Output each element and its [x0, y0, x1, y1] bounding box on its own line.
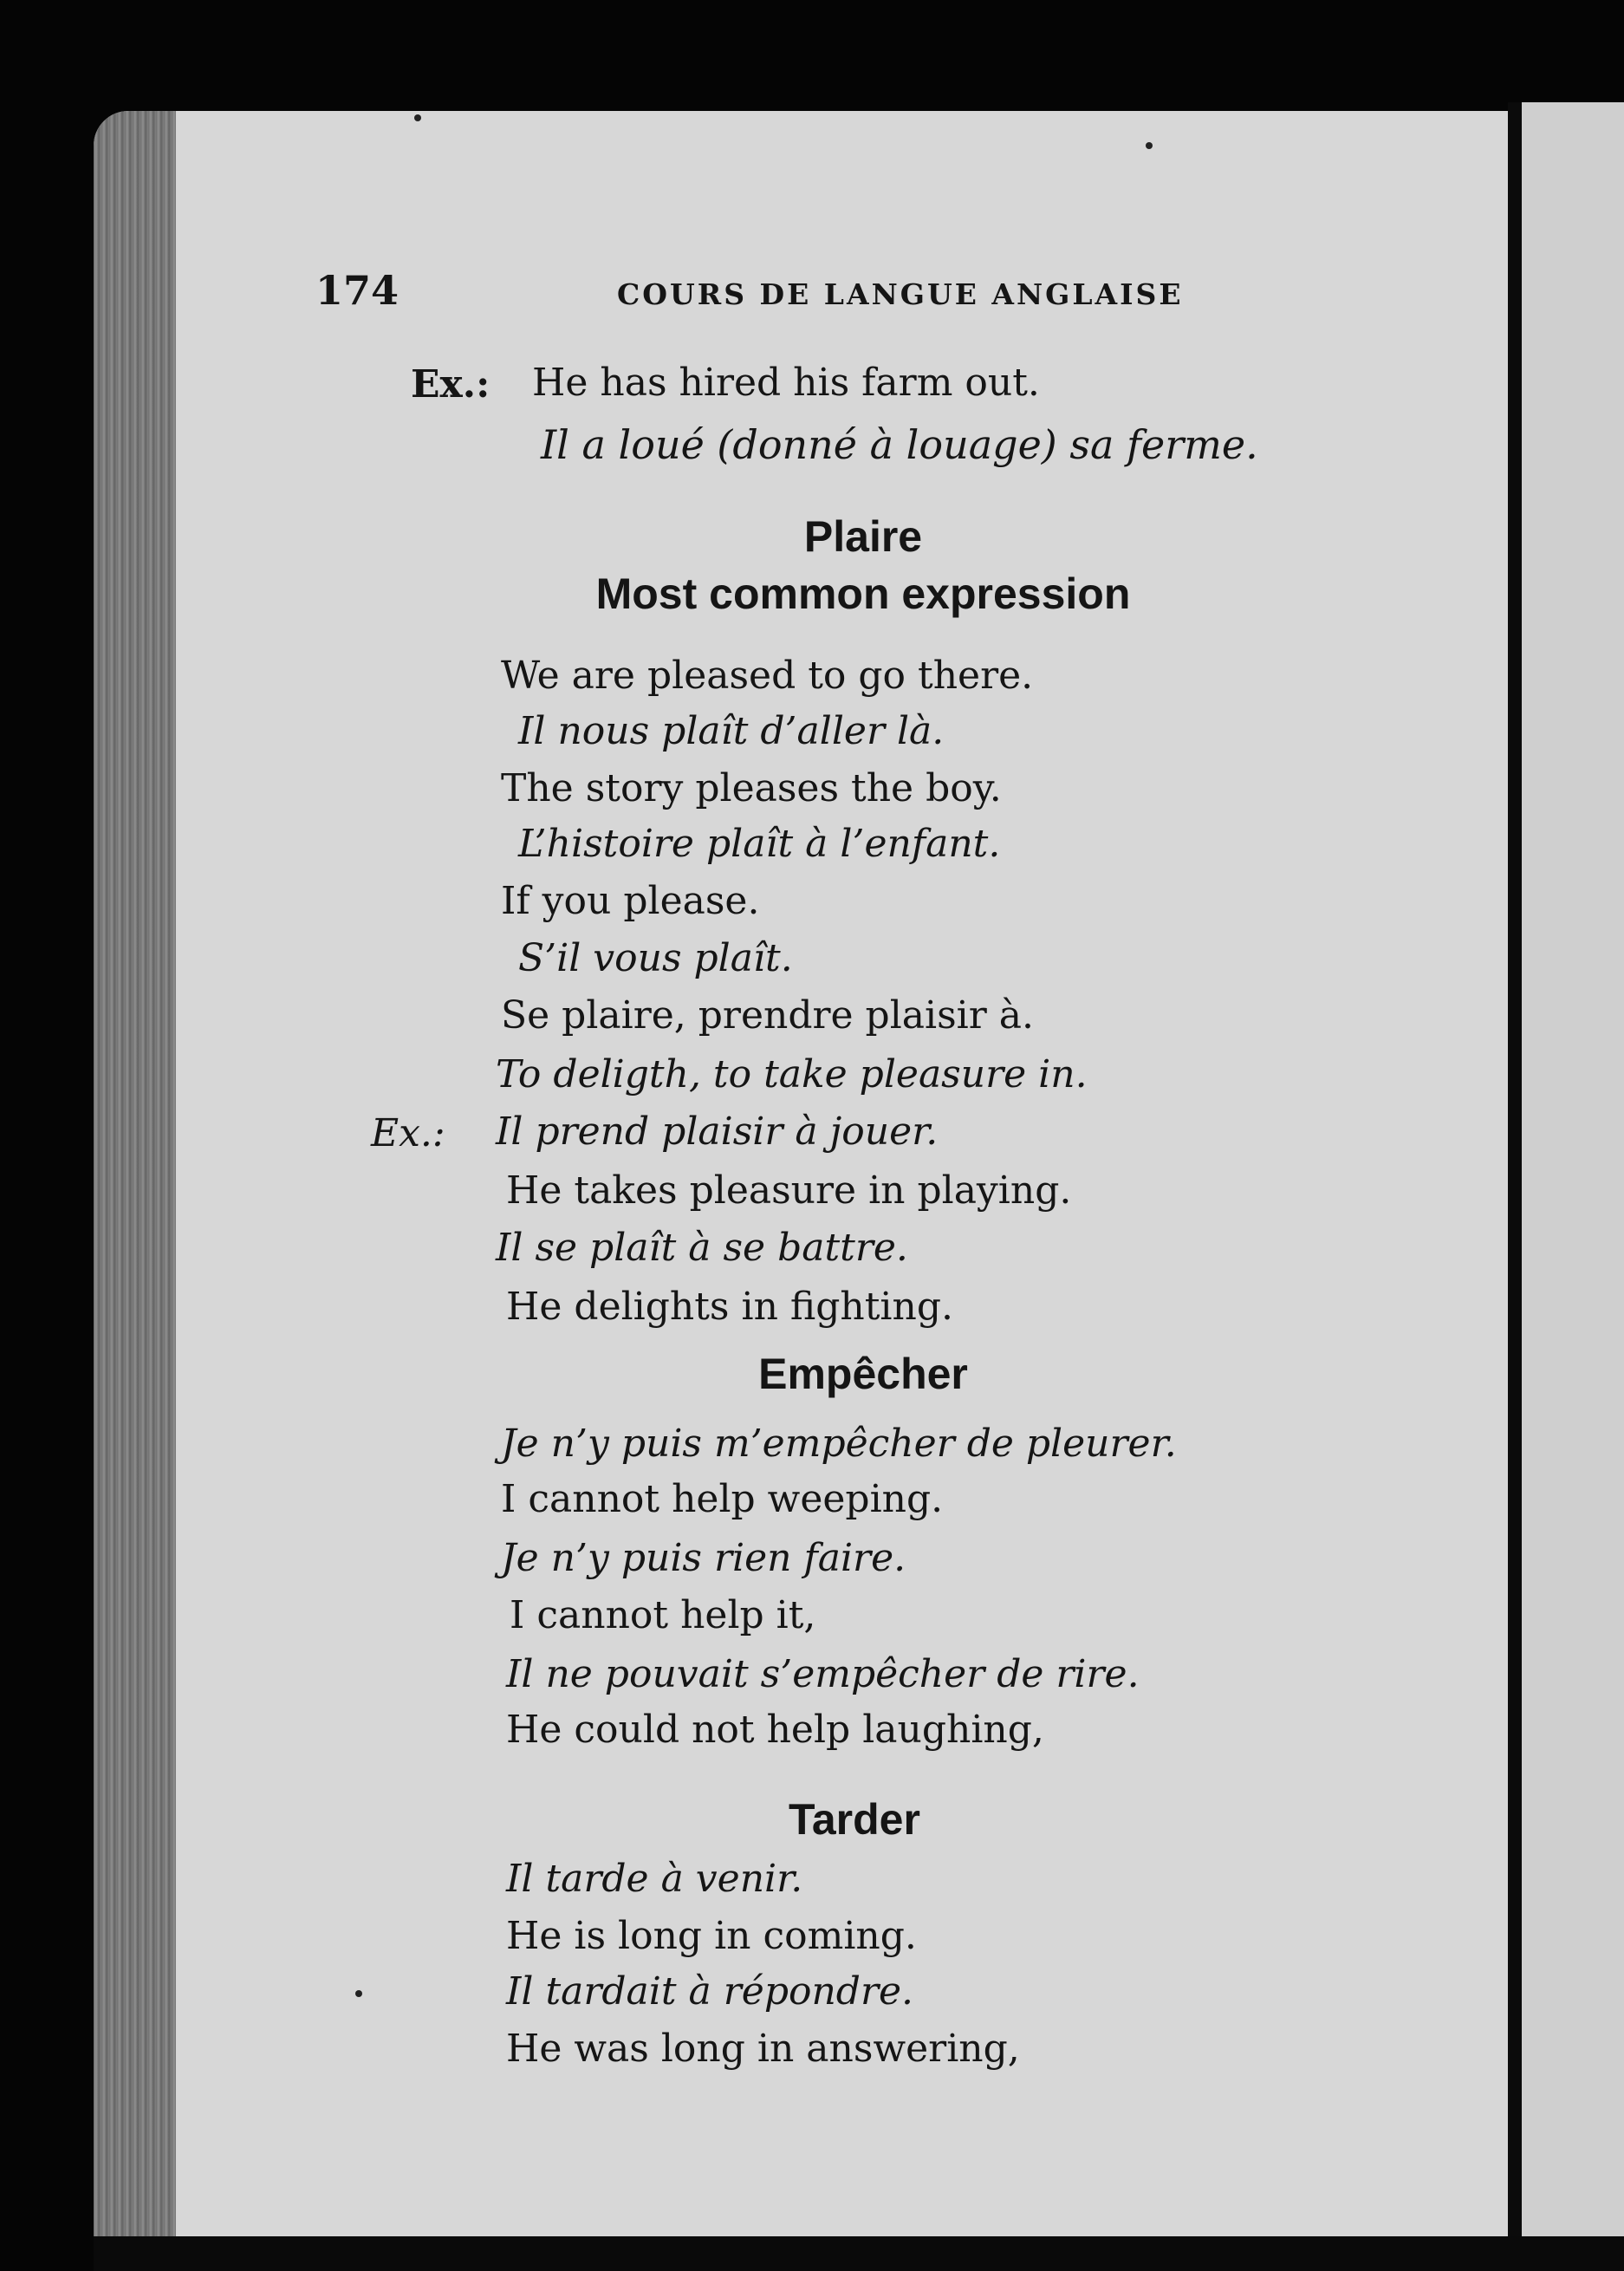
- plaire-line: S’il vous plaît.: [518, 936, 793, 980]
- section-title-plaire: Plaire: [803, 512, 923, 561]
- example-label: Ex.:: [371, 1111, 445, 1155]
- tarder-line: He was long in answering,: [506, 2027, 1020, 2071]
- plaire-line: If you please.: [501, 879, 760, 923]
- plaire-line: The story pleases the boy.: [501, 766, 1002, 810]
- plaire-line: To deligth, to take pleasure in.: [496, 1052, 1088, 1096]
- plaire-line: Il prend plaisir à jouer.: [496, 1109, 939, 1154]
- section-subtitle: Most common expression: [595, 569, 1131, 618]
- tarder-line: He is long in coming.: [506, 1914, 917, 1958]
- section-title-empecher: Empêcher: [758, 1350, 968, 1398]
- example-label: Ex.:: [411, 362, 490, 407]
- dust-speck: [1146, 142, 1153, 149]
- running-title: COURS DE LANGUE ANGLAISE: [617, 277, 1184, 311]
- dust-speck: [414, 114, 421, 121]
- bottom-border: [94, 2236, 1624, 2271]
- example-french: Il a loué (donné à louage) sa ferme.: [541, 421, 1258, 468]
- section-title-tarder: Tarder: [789, 1795, 920, 1844]
- empecher-line: I cannot help it,: [510, 1593, 816, 1637]
- empecher-line: He could not help laughing,: [506, 1708, 1044, 1752]
- dust-speck: [355, 1990, 362, 1997]
- tarder-line: Il tarde à venir.: [506, 1857, 803, 1901]
- plaire-line: Se plaire, prendre plaisir à.: [501, 993, 1034, 1038]
- empecher-line: Je n’y puis m’empêcher de pleurer.: [501, 1422, 1177, 1466]
- tarder-line: Il tardait à répondre.: [506, 1969, 914, 2014]
- plaire-line: We are pleased to go there.: [501, 654, 1034, 698]
- empecher-line: Je n’y puis rien faire.: [501, 1536, 906, 1580]
- empecher-line: I cannot help weeping.: [501, 1477, 944, 1521]
- example-english: He has hired his farm out.: [532, 361, 1040, 405]
- book-spine-edge: [94, 111, 176, 2236]
- plaire-line: He takes pleasure in playing.: [506, 1168, 1072, 1213]
- page-number: 174: [315, 267, 400, 314]
- plaire-line: L’histoire plaît à l’enfant.: [518, 822, 1001, 866]
- empecher-line: Il ne pouvait s’empêcher de rire.: [506, 1652, 1140, 1696]
- facing-page-edge: [1522, 102, 1624, 2252]
- plaire-line: Il se plaît à se battre.: [496, 1226, 908, 1270]
- plaire-line: He delights in fighting.: [506, 1285, 953, 1329]
- page-gutter: [1508, 102, 1522, 2261]
- plaire-line: Il nous plaît d’aller là.: [518, 709, 945, 753]
